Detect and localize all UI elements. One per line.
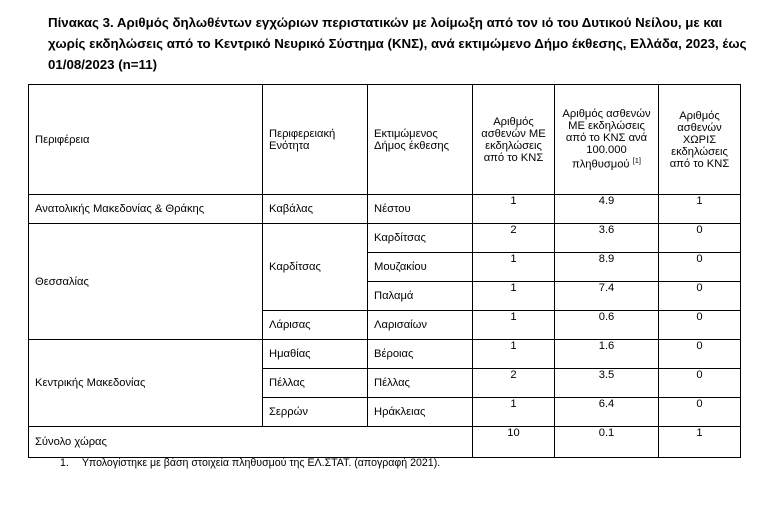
region-cell: Ανατολικής Μακεδονίας & Θράκης [29, 195, 263, 224]
cases-table [28, 84, 741, 458]
header-row [29, 85, 741, 195]
footnote-ref: [1] [632, 156, 642, 166]
header-with-cns: Αριθμός ασθενών ΜΕ εκδηλώσεις από το ΚΝΣ [473, 85, 555, 195]
with-cns-cell: 2 [473, 224, 555, 253]
with-cns-cell: 1 [473, 253, 555, 282]
header-region: Περιφέρεια [29, 85, 263, 195]
header-without-cns: Αριθμός ασθενών ΧΩΡΙΣ εκδηλώσεις από το ΚΝΣ [659, 85, 741, 195]
municipality-cell: Μουζακίου [368, 253, 473, 282]
with-cns-cell: 1 [473, 398, 555, 427]
total-row [29, 427, 741, 458]
without-cns-cell: 0 [659, 398, 741, 427]
rate-cell: 4.9 [555, 195, 659, 224]
with-cns-cell: 1 [473, 311, 555, 340]
rate-cell: 3.5 [555, 369, 659, 398]
region-cell: Θεσσαλίας [29, 224, 263, 340]
table-title: Πίνακας 3. Αριθμός δηλωθέντων εγχώριων περιστατικών με λοίμωξη από τον ιό του Δυτικού Νείλου, με και χωρίς εκδηλώσεις από το Κεντρικό Νευρικό Σύστημα (ΚΝΣ), ανά εκτιμώμενο Δήμο έκθεσης, Ελλάδα, 2023, έως 01/08/2023 (n=11) [48, 15, 747, 72]
municipality-cell: Παλαμά [368, 282, 473, 311]
municipality-cell: Λαρισαίων [368, 311, 473, 340]
municipality-cell: Καρδίτσας [368, 224, 473, 253]
unit-cell: Σερρών [263, 398, 368, 427]
rate-cell: 7.4 [555, 282, 659, 311]
region-cell: Κεντρικής Μακεδονίας [29, 340, 263, 427]
municipality-cell: Νέστου [368, 195, 473, 224]
unit-cell: Καρδίτσας [263, 224, 368, 311]
unit-cell: Λάρισας [263, 311, 368, 340]
municipality-cell: Βέροιας [368, 340, 473, 369]
total-rate: 0.1 [555, 427, 659, 458]
municipality-cell: Ηράκλειας [368, 398, 473, 427]
with-cns-cell: 1 [473, 340, 555, 369]
total-with-cns: 10 [473, 427, 555, 458]
rate-cell: 3.6 [555, 224, 659, 253]
rate-cell: 0.6 [555, 311, 659, 340]
with-cns-cell: 1 [473, 282, 555, 311]
footnote-text: Υπολογίστηκε με βάση στοιχεία πληθυσμού της ΕΛ.ΣΤΑΤ. (απογραφή 2021). [81, 457, 441, 469]
with-cns-cell: 1 [473, 195, 555, 224]
footnote [60, 457, 440, 469]
table-row [29, 195, 741, 224]
without-cns-cell: 0 [659, 340, 741, 369]
table-row [29, 340, 741, 369]
table-row [29, 224, 741, 253]
without-cns-cell: 0 [659, 224, 741, 253]
rate-cell: 1.6 [555, 340, 659, 369]
municipality-cell: Πέλλας [368, 369, 473, 398]
footnote-number: 1. [60, 457, 69, 469]
unit-cell: Ημαθίας [263, 340, 368, 369]
without-cns-cell: 0 [659, 253, 741, 282]
without-cns-cell: 0 [659, 282, 741, 311]
header-rate: Αριθμός ασθενών ΜΕ εκδηλώσεις από το ΚΝΣ ανά 100.000 πληθυσμού [1] [555, 85, 659, 195]
total-without-cns: 1 [659, 427, 741, 458]
unit-cell: Πέλλας [263, 369, 368, 398]
total-label: Σύνολο χώρας [29, 427, 473, 458]
rate-cell: 8.9 [555, 253, 659, 282]
without-cns-cell: 0 [659, 369, 741, 398]
without-cns-cell: 1 [659, 195, 741, 224]
header-unit: Περιφερειακή Ενότητα [263, 85, 368, 195]
header-municipality: Εκτιμώμενος Δήμος έκθεσης [368, 85, 473, 195]
rate-cell: 6.4 [555, 398, 659, 427]
with-cns-cell: 2 [473, 369, 555, 398]
unit-cell: Καβάλας [263, 195, 368, 224]
without-cns-cell: 0 [659, 311, 741, 340]
